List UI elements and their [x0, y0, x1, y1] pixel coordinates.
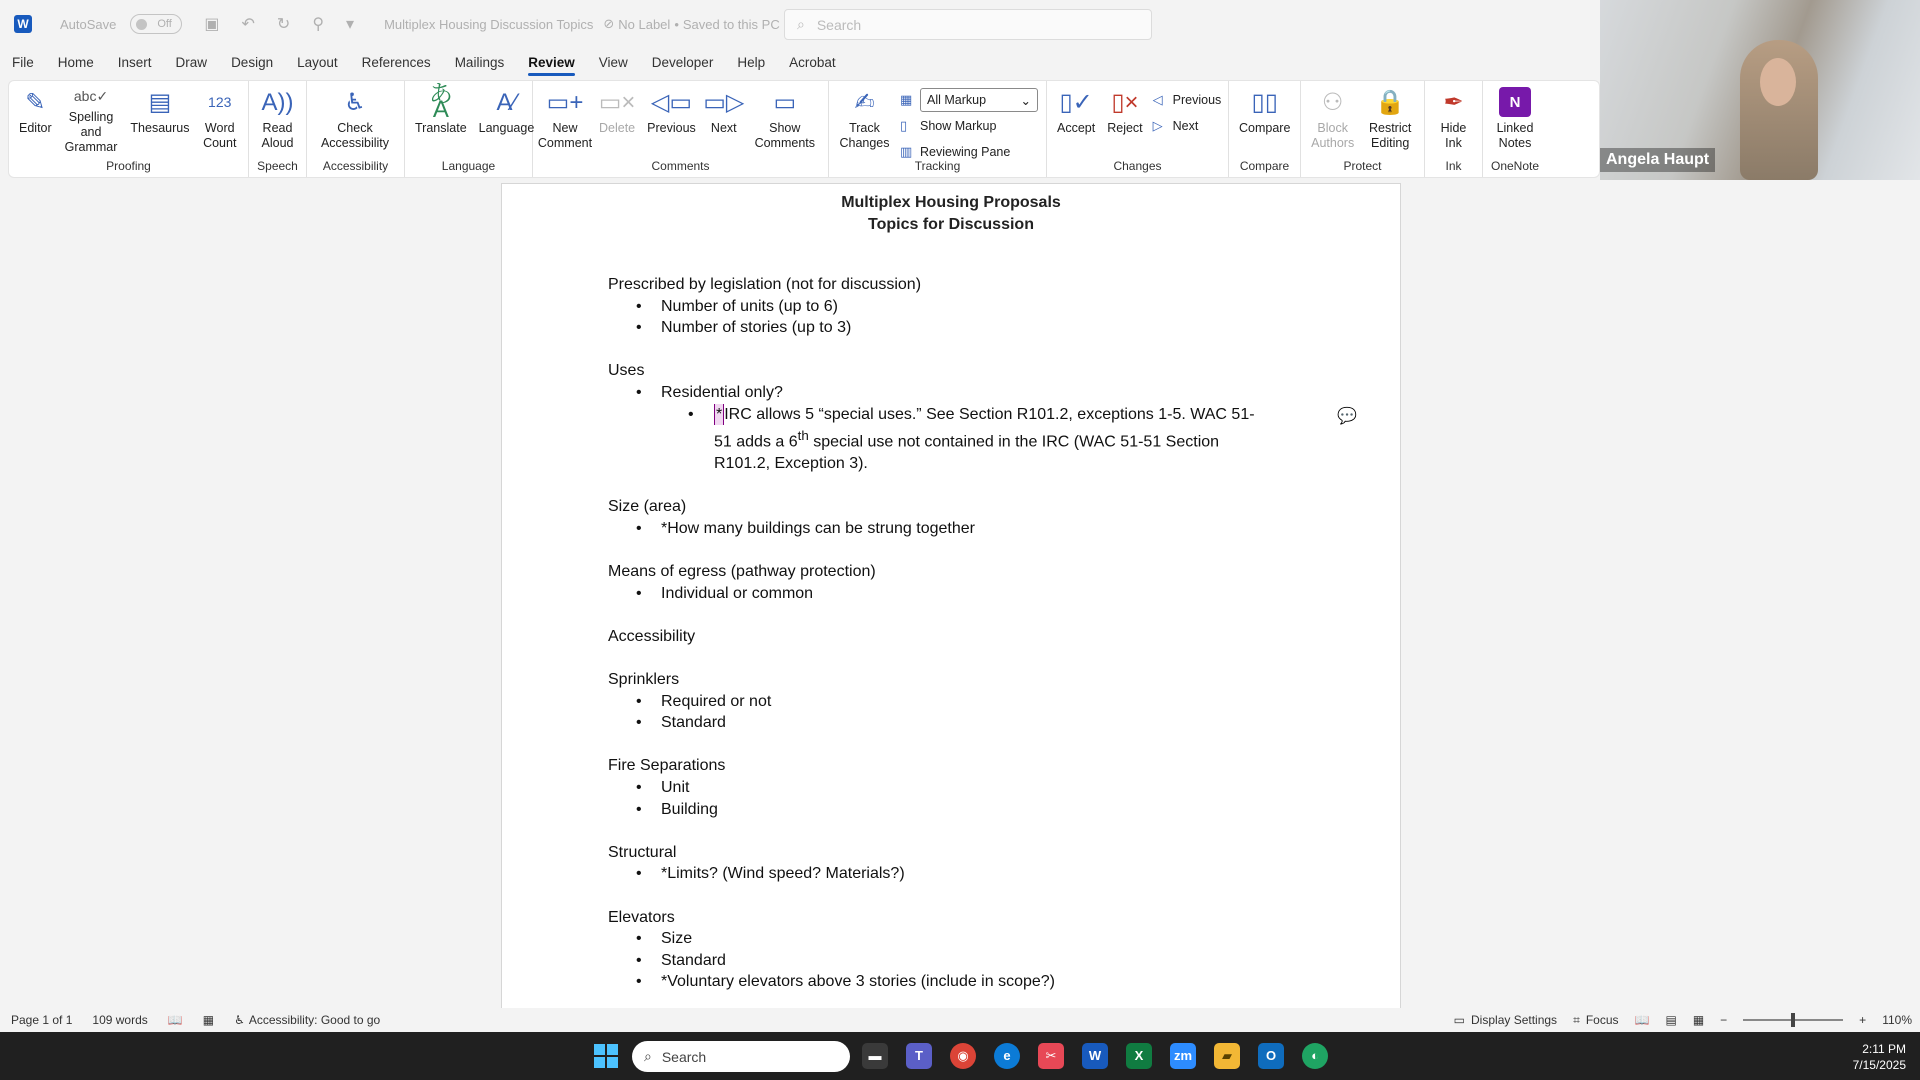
search-icon: ⌕: [797, 16, 805, 32]
changes-group: [1047, 81, 1229, 177]
reviewing-pane-button[interactable]: ▥ Reviewing Pane: [900, 144, 1011, 159]
section-elevators: [608, 907, 1308, 993]
section-egress: [608, 561, 1308, 604]
tracking-group: [829, 81, 1047, 177]
tab-insert[interactable]: Insert: [117, 55, 152, 70]
markup-select[interactable]: All Markup ⌄: [920, 88, 1038, 112]
webcam-video: [1600, 0, 1920, 180]
snipping-tool-icon[interactable]: ✂: [1038, 1043, 1064, 1069]
language-group: [405, 81, 533, 177]
check-accessibility-button[interactable]: ♿ Check Accessibility: [320, 88, 390, 150]
accessibility-label: Accessibility: [322, 159, 389, 173]
tracking-label: Tracking: [914, 159, 961, 173]
zoom-in-icon[interactable]: +: [1859, 1013, 1867, 1027]
document-body[interactable]: [608, 274, 1308, 1008]
list-item: • Residential only?: [608, 382, 1308, 404]
section-heading: Accessibility: [608, 627, 696, 645]
markup-icon: ▦: [900, 92, 913, 107]
list-item: • Building: [608, 799, 1308, 821]
search-placeholder: Search: [816, 16, 862, 33]
abc-check-icon: abc✓: [73, 88, 109, 104]
compare-group: [1229, 81, 1301, 177]
focus-button[interactable]: Focus: [1585, 1013, 1619, 1027]
section-legislation: [608, 274, 1308, 339]
speech-group: [249, 81, 307, 177]
chrome-icon[interactable]: ◉: [950, 1043, 976, 1069]
sensitivity-label-icon: ⊘: [603, 16, 615, 31]
protect-group: [1301, 81, 1425, 177]
task-view-icon[interactable]: ▬: [862, 1043, 888, 1069]
comments-label: Comments: [651, 159, 710, 173]
language-label: Language: [441, 159, 496, 173]
word-icon[interactable]: W: [1082, 1043, 1108, 1069]
document-title[interactable]: Multiplex Housing Discussion Topics: [384, 16, 594, 32]
section-heading: Prescribed by legislation (not for discussion): [608, 276, 922, 293]
teams-icon[interactable]: T: [906, 1043, 932, 1069]
accessibility-status-icon: ♿: [234, 1013, 245, 1027]
display-settings-icon: ▭: [1453, 1013, 1466, 1027]
markup-dropdown-row: [896, 87, 1042, 113]
tab-layout[interactable]: Layout: [297, 55, 338, 70]
review-ribbon: [8, 80, 1600, 178]
onenote-label: OneNote: [1490, 159, 1540, 173]
delete-comment-button[interactable]: ▭× Delete: [598, 88, 636, 135]
ink-pen-icon: ✒: [1443, 88, 1464, 116]
list-item: • Number of units (up to 6): [608, 296, 1308, 318]
previous-change-icon: ◁: [1152, 92, 1163, 107]
lock-icon: 🔒: [1375, 88, 1406, 116]
comments-group: [533, 81, 829, 177]
format-painter-icon[interactable]: ⚲: [312, 16, 325, 33]
list-item: • Standard: [608, 712, 1308, 734]
list-item: • Required or not: [608, 691, 1308, 713]
accept-button[interactable]: ▯✓ Accept: [1057, 88, 1096, 135]
hide-ink-button[interactable]: ✒ Hide Ink: [1429, 85, 1478, 157]
proofing-label: Proofing: [106, 159, 151, 173]
word-logo-icon: W: [14, 15, 32, 33]
next-comment-button[interactable]: ▭▷ Next: [703, 88, 745, 135]
list-item: • Standard: [608, 950, 1308, 972]
undo-icon[interactable]: ↶: [241, 16, 255, 33]
translate-icon: あA: [428, 81, 453, 123]
accept-icon: ▯✓: [1059, 88, 1093, 116]
web-layout-icon[interactable]: ▦: [1692, 1013, 1705, 1027]
tab-acrobat[interactable]: Acrobat: [789, 55, 836, 70]
previous-comment-icon: ◁▭: [650, 88, 693, 116]
sub-list-item: • * IRC allows 5 “special uses.” See Section R101.2, exceptions 1-5. WAC 51-51 adds a 6th special use not contained in the IRC (WAC 51-51 Section R101.2, Exception 3).: [608, 404, 1268, 475]
list-item: • Number of stories (up to 3): [608, 317, 1308, 339]
word-count[interactable]: 109 words: [92, 1013, 148, 1027]
status-bar: [0, 1008, 1920, 1032]
display-settings-button[interactable]: Display Settings: [1471, 1013, 1558, 1027]
participant-face: [1760, 58, 1796, 106]
document-page[interactable]: [501, 183, 1401, 1008]
section-uses: [608, 360, 1308, 474]
zoom-slider-thumb[interactable]: [1791, 1013, 1795, 1027]
read-aloud-icon: A)): [261, 88, 294, 116]
word-count-button[interactable]: 123 Word Count: [195, 85, 244, 157]
next-comment-icon: ▭▷: [703, 88, 745, 116]
onenote-icon: N: [1499, 87, 1531, 117]
next-change-button[interactable]: ▷ Next: [1152, 118, 1199, 133]
previous-comment-button[interactable]: ◁▭ Previous: [647, 88, 696, 135]
document-title-block: [502, 192, 1400, 236]
tab-mailings[interactable]: Mailings: [454, 55, 505, 70]
changes-label: Changes: [1113, 159, 1162, 173]
list-item: • Unit: [608, 777, 1308, 799]
clock-time: 2:11 PM: [1862, 1042, 1906, 1056]
ribbon-tabs: [0, 48, 1600, 78]
reject-icon: ▯×: [1111, 88, 1139, 116]
status-right: [1454, 1008, 1912, 1032]
chevron-down-icon: ⌄: [1020, 93, 1031, 108]
macro-recording-icon[interactable]: ▦: [202, 1013, 215, 1027]
windows-start-icon[interactable]: [594, 1044, 618, 1068]
section-sprinklers: [608, 669, 1308, 734]
language-button[interactable]: A⁄ Language: [478, 88, 535, 135]
system-clock[interactable]: [1853, 1041, 1906, 1073]
reviewing-pane-icon: ▥: [900, 144, 913, 159]
delete-comment-icon: ▭×: [598, 88, 636, 116]
show-comments-icon: ▭: [773, 88, 797, 116]
change-navigation: [1149, 85, 1226, 139]
tab-design[interactable]: Design: [231, 55, 274, 70]
section-heading: Sprinklers: [608, 671, 680, 689]
customize-qat-icon[interactable]: ▾: [346, 16, 355, 33]
zoom-out-icon[interactable]: −: [1720, 1013, 1728, 1027]
track-changes-button[interactable]: ✍ Track Changes: [839, 88, 890, 150]
new-comment-icon: ▭+: [546, 88, 584, 116]
show-markup-button[interactable]: ▯ Show Markup: [900, 118, 997, 133]
redo-icon[interactable]: ↻: [276, 16, 291, 33]
excel-icon[interactable]: X: [1126, 1043, 1152, 1069]
editor-button[interactable]: ✎ Editor: [19, 88, 52, 135]
saved-state[interactable]: Saved to this PC: [682, 16, 780, 32]
section-fire-separations: [608, 755, 1308, 820]
proofing-status-icon[interactable]: 📖: [167, 1013, 183, 1027]
protect-label: Protect: [1343, 159, 1382, 173]
word-count-icon: 123: [208, 93, 232, 110]
taskbar-search[interactable]: [632, 1041, 850, 1072]
search-icon: ⌕: [644, 1048, 652, 1064]
section-accessibility: [608, 626, 1308, 648]
section-heading: Fire Separations: [608, 757, 726, 775]
accessibility-icon: ♿: [344, 88, 366, 116]
section-heading: Uses: [608, 362, 645, 380]
language-icon: A⁄: [496, 88, 517, 116]
list-item: • Individual or common: [608, 583, 1308, 605]
sensitivity-label: No Label: [618, 16, 671, 32]
restrict-editing-button[interactable]: 🔒 Restrict Editing: [1368, 88, 1412, 150]
section-size: [608, 496, 1308, 539]
ink-group: [1425, 81, 1483, 177]
title-bar: W AutoSave Off ▣ ↶ ↻ ⚲ ▾ Multiplex Housing Discussion Topics ⊘ No Label • Saved to this PC ⌕ Search: [0, 0, 1600, 48]
tab-help[interactable]: Help: [737, 55, 766, 70]
zoom-slider[interactable]: [1743, 1019, 1843, 1021]
taskbar-search-placeholder: Search: [661, 1048, 707, 1065]
block-authors-icon: ⚇: [1321, 88, 1344, 116]
thesaurus-button[interactable]: ▤ Thesaurus: [130, 88, 190, 135]
tab-review[interactable]: Review: [516, 48, 587, 78]
new-comment-button[interactable]: ▭+ New Comment: [537, 88, 593, 150]
list-item: • *How many buildings can be strung together: [608, 518, 1308, 540]
list-item: • *Voluntary elevators above 3 stories (include in scope?): [608, 971, 1308, 993]
tab-view[interactable]: View: [598, 55, 628, 70]
zoom-level[interactable]: 110%: [1882, 1013, 1912, 1027]
edge-icon[interactable]: e: [994, 1043, 1020, 1069]
linked-notes-button[interactable]: N Linked Notes: [1487, 85, 1543, 157]
outlook-icon[interactable]: O: [1258, 1043, 1284, 1069]
show-comments-button[interactable]: ▭ Show Comments: [754, 88, 815, 150]
tab-draw[interactable]: Draw: [175, 55, 208, 70]
tab-developer[interactable]: Developer: [651, 55, 714, 70]
comment-anchor[interactable]: *: [714, 404, 724, 426]
windows-taskbar: [0, 1032, 1920, 1080]
tab-file[interactable]: File: [12, 55, 34, 70]
section-structural: [608, 842, 1308, 885]
section-heading: Size (area): [608, 498, 687, 516]
compare-icon: ▯▯: [1251, 88, 1278, 116]
tab-references[interactable]: References: [361, 55, 431, 70]
page-count[interactable]: Page 1 of 1: [11, 1013, 73, 1027]
tab-home[interactable]: Home: [57, 55, 94, 70]
clock-date: 7/15/2025: [1852, 1058, 1906, 1072]
reject-button[interactable]: ▯× Reject: [1107, 88, 1143, 135]
compare-button[interactable]: ▯▯ Compare: [1239, 88, 1291, 135]
speech-label: Speech: [257, 159, 298, 173]
tracking-options: [896, 85, 1042, 165]
zoom-icon[interactable]: zm: [1170, 1043, 1196, 1069]
read-mode-icon[interactable]: 📖: [1634, 1013, 1650, 1027]
title-line-2: Topics for Discussion: [868, 216, 1034, 233]
accessibility-status[interactable]: Accessibility: Good to go: [248, 1013, 381, 1027]
section-heading: Means of egress (pathway protection): [608, 563, 876, 581]
browser-icon[interactable]: ◐: [1302, 1043, 1328, 1069]
document-canvas[interactable]: [0, 180, 1920, 1008]
comment-marker-icon[interactable]: 💬: [1337, 408, 1357, 425]
autosave-toggle[interactable]: Off: [130, 14, 182, 34]
ink-label: Ink: [1445, 159, 1462, 173]
read-aloud-button[interactable]: A)) Read Aloud: [261, 88, 294, 150]
autosave-label: AutoSave: [60, 16, 117, 32]
spelling-grammar-button[interactable]: abc✓ Spelling and Grammar: [64, 88, 118, 154]
next-change-icon: ▷: [1152, 118, 1163, 133]
print-layout-icon[interactable]: ▤: [1665, 1013, 1677, 1027]
list-item: • *Limits? (Wind speed? Materials?): [608, 863, 1308, 885]
compare-label: Compare: [1239, 159, 1290, 173]
accessibility-group: [307, 81, 405, 177]
participant-name: Angela Haupt: [1600, 148, 1715, 172]
section-heading: Elevators: [608, 908, 675, 926]
section-heading: Structural: [608, 843, 677, 861]
save-icon[interactable]: ▣: [204, 16, 220, 33]
track-changes-icon: ✍: [854, 88, 875, 116]
previous-change-button[interactable]: ◁ Previous: [1152, 92, 1222, 107]
list-item: • Size: [608, 928, 1308, 950]
focus-icon: ⌗: [1573, 1012, 1580, 1027]
title-line-1: Multiplex Housing Proposals: [841, 194, 1061, 211]
block-authors-button[interactable]: ⚇ Block Authors: [1311, 88, 1355, 150]
file-explorer-icon[interactable]: ▰: [1214, 1043, 1240, 1069]
editor-pen-icon: ✎: [25, 88, 46, 116]
onenote-group: [1483, 81, 1547, 177]
translate-button[interactable]: あA Translate: [415, 81, 467, 135]
proofing-group: [9, 81, 249, 177]
book-icon: ▤: [148, 88, 172, 116]
show-markup-icon: ▯: [900, 118, 908, 133]
title-search-box[interactable]: [784, 9, 1152, 40]
